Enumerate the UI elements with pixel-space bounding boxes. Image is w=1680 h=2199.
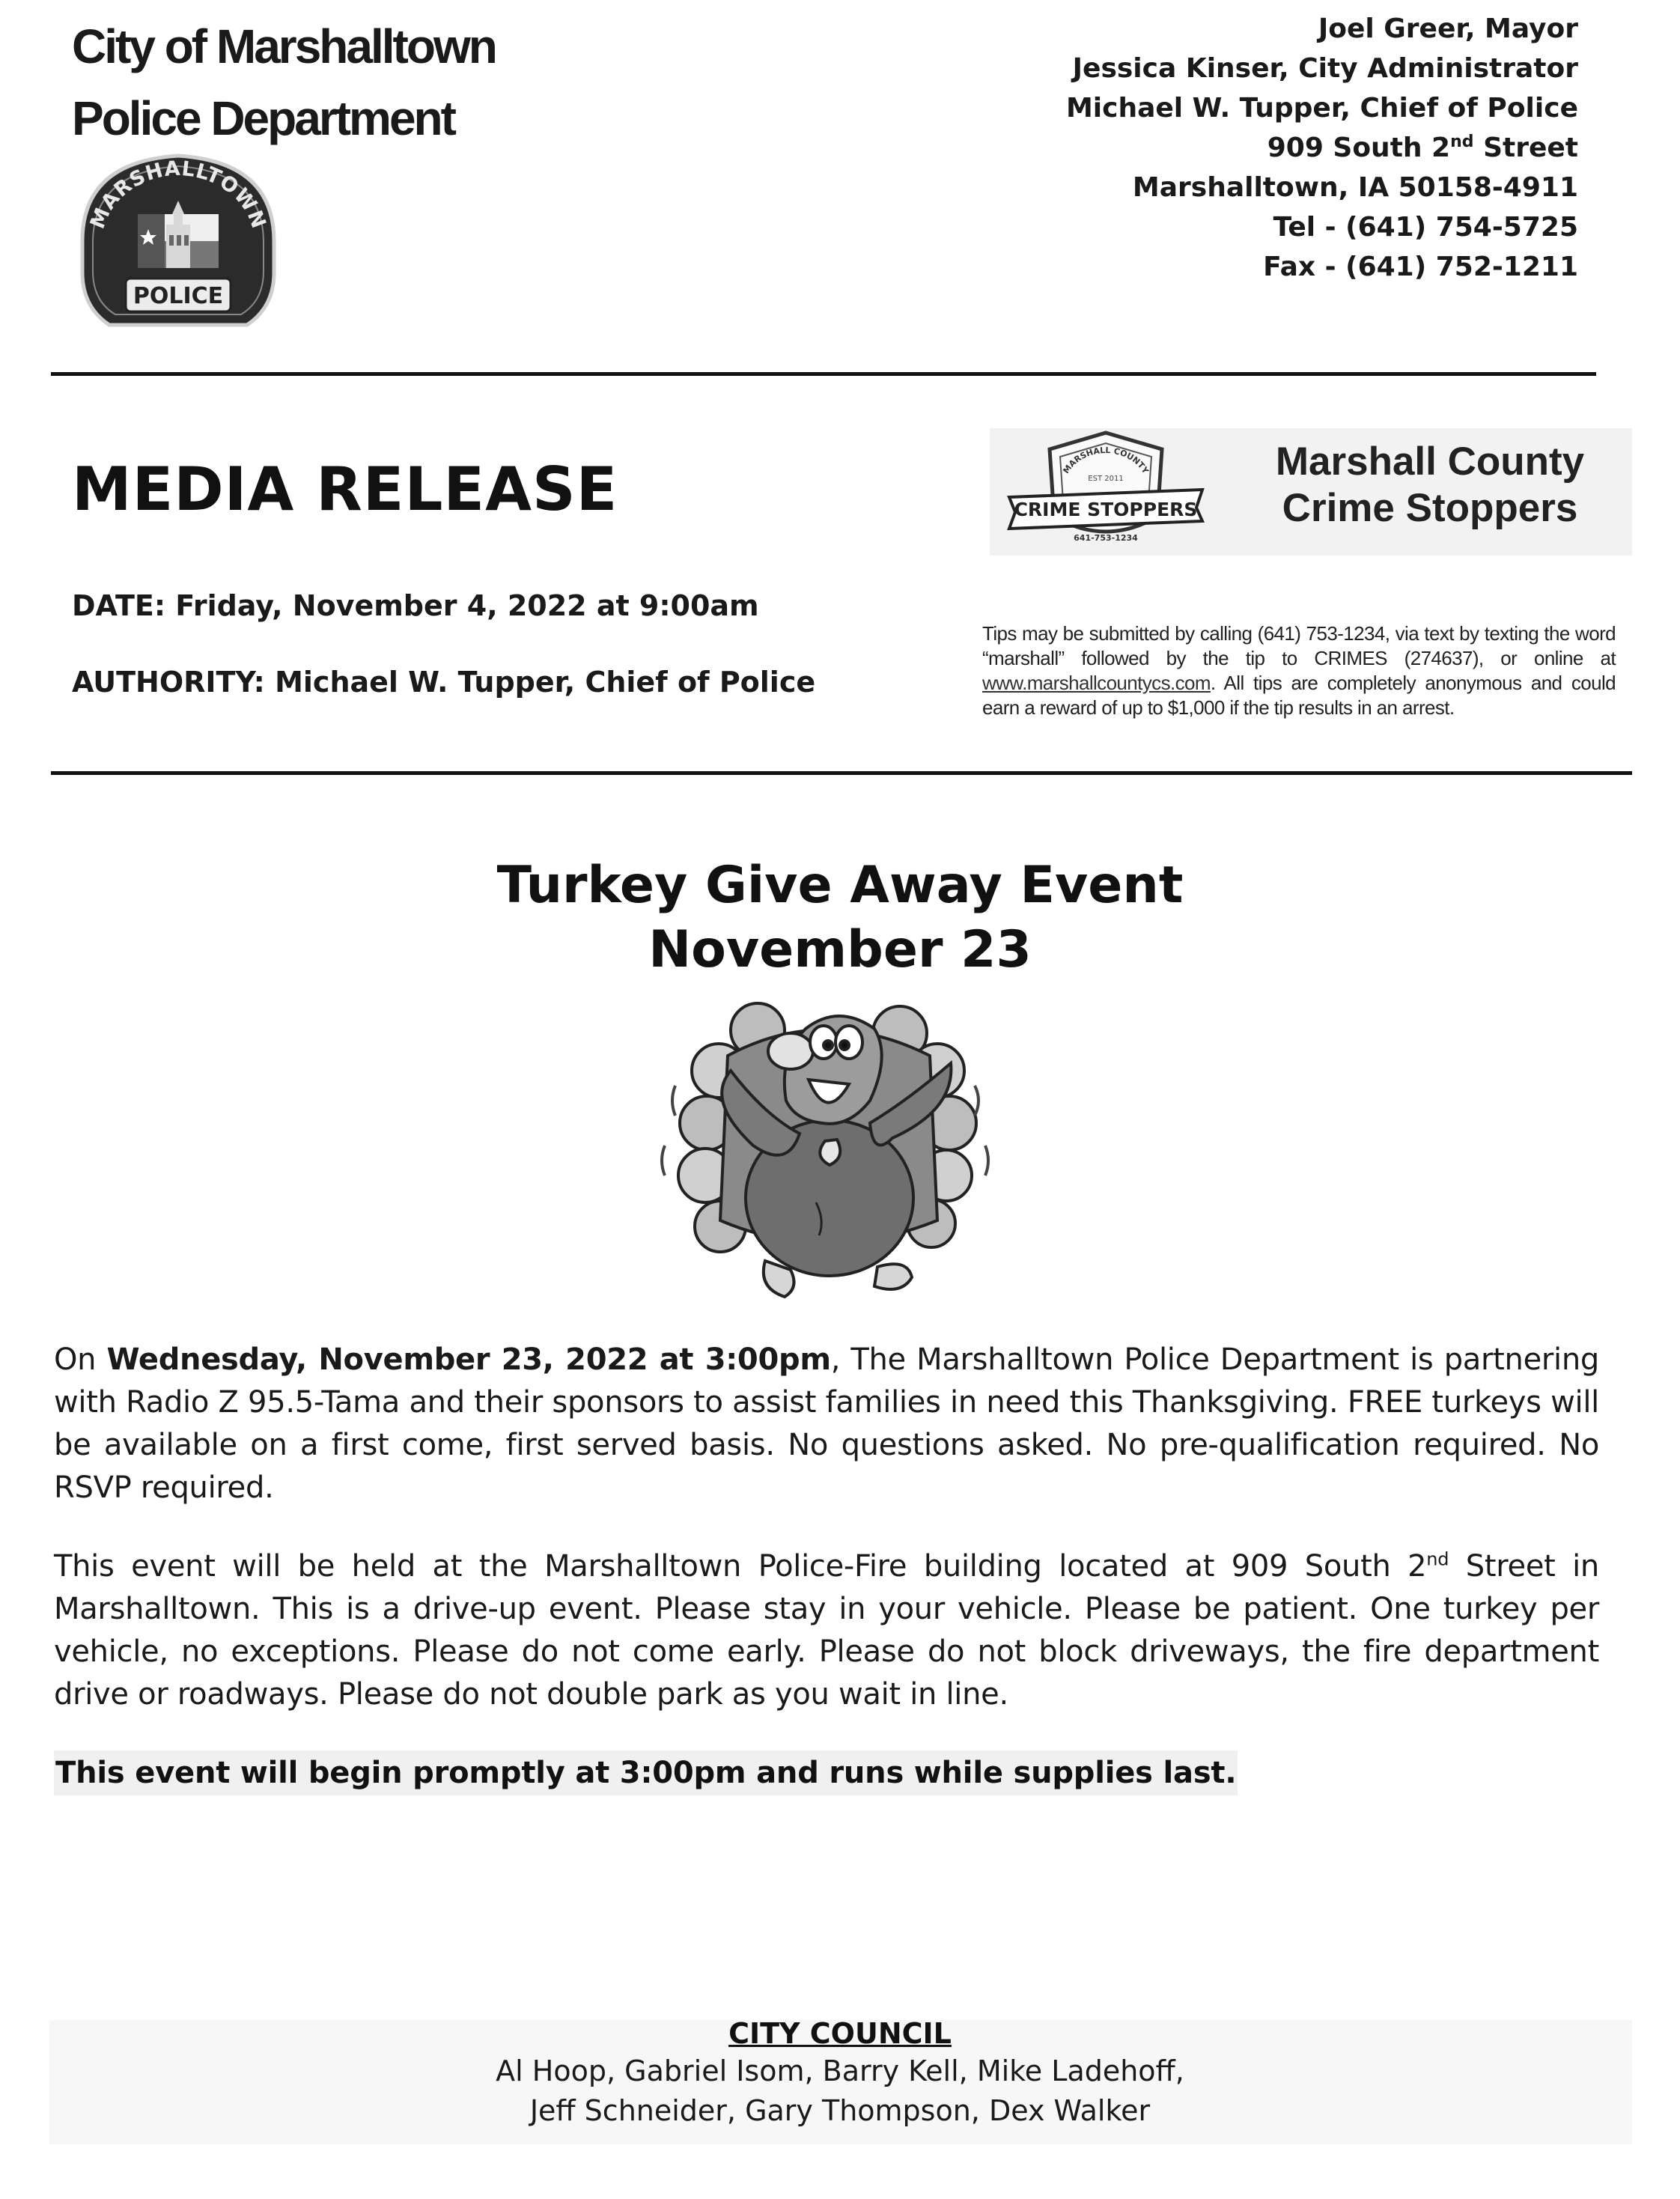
- crime-stoppers-name: Marshall County Crime Stoppers: [1275, 440, 1585, 530]
- fax-line: Fax - (641) 752-1211: [1263, 252, 1578, 282]
- mayor-line: Joel Greer, Mayor: [1318, 13, 1578, 44]
- contact-block: [1066, 9, 1578, 287]
- address-city-line: Marshalltown, IA 50158-4911: [1132, 172, 1578, 203]
- administrator-line: Jessica Kinser, City Administrator: [1072, 53, 1578, 84]
- event-title: Turkey Give Away Event November 23: [496, 856, 1184, 979]
- release-authority: AUTHORITY: Michael W. Tupper, Chief of Police: [72, 666, 816, 699]
- police-badge-logo: [67, 147, 289, 338]
- org-name-line1: City of Marshalltown: [72, 19, 496, 73]
- release-date: DATE: Friday, November 4, 2022 at 9:00am: [72, 589, 759, 622]
- event-paragraph-1: On Wednesday, November 23, 2022 at 3:00pm, The Marshalltown Police Department is partnering with Radio Z 95.5-Tama and their sponsors to assist families in need this Thanksgiving. FREE turkeys will be available on a first come, first served basis. No questions asked. No pre-qualification required. No RSVP required.: [54, 1342, 1599, 1505]
- tips-paragraph: Tips may be submitted by calling (641) 753-1234, via text by texting the word “marshall” followed by the tip to CRIMES (274637), or online at www.marshallcountycs.com. All tips are completely anonymous and could earn a reward of up to $1,000 if the tip results in an arrest.: [982, 622, 1616, 719]
- header-divider: [51, 372, 1596, 376]
- event-paragraph-2: This event will be held at the Marshalltown Police-Fire building located at 909 South 2nd Street in Marshalltown. This is a drive-up event. Please stay in your vehicle. Please be patient. One turkey per vehicle, no exceptions. Please do not come early. Please do not block driveways, the fire department drive or roadways. Please do not double park as you wait in line.: [54, 1548, 1599, 1712]
- crime-stoppers-logo: [1003, 428, 1208, 554]
- crime-stoppers-website-link[interactable]: www.marshallcountycs.com: [982, 672, 1211, 694]
- cs-logo-phone: 641-753-1234: [1074, 533, 1138, 543]
- event-final-note: This event will begin promptly at 3:00pm and runs while supplies last.: [54, 1751, 1238, 1795]
- media-release-heading: MEDIA RELEASE: [72, 454, 618, 524]
- release-divider: [51, 771, 1632, 775]
- org-name-line2: Police Department: [72, 91, 454, 145]
- chief-line: Michael W. Tupper, Chief of Police: [1065, 93, 1578, 124]
- badge-ring-text: MARSHALLTOWN: [85, 156, 271, 232]
- cs-logo-ribbon-text: CRIME STOPPERS: [1014, 499, 1198, 520]
- cs-logo-ring-text: MARSHALL COUNTY: [1061, 445, 1151, 475]
- event-date-time: Wednesday, November 23, 2022 at 3:00pm: [106, 1342, 831, 1377]
- city-council-heading: CITY COUNCIL: [728, 2017, 952, 2050]
- badge-plate-text: POLICE: [133, 283, 224, 309]
- cs-logo-est: EST 2011: [1088, 475, 1124, 483]
- city-council-members: Al Hoop, Gabriel Isom, Barry Kell, Mike Ladehoff, Jeff Schneider, Gary Thompson, Dex Walker: [496, 2054, 1184, 2127]
- turkey-illustration: [653, 973, 997, 1303]
- tel-line: Tel - (641) 754-5725: [1273, 212, 1578, 243]
- address-street-line: 909 South 2nd Street: [1267, 133, 1578, 163]
